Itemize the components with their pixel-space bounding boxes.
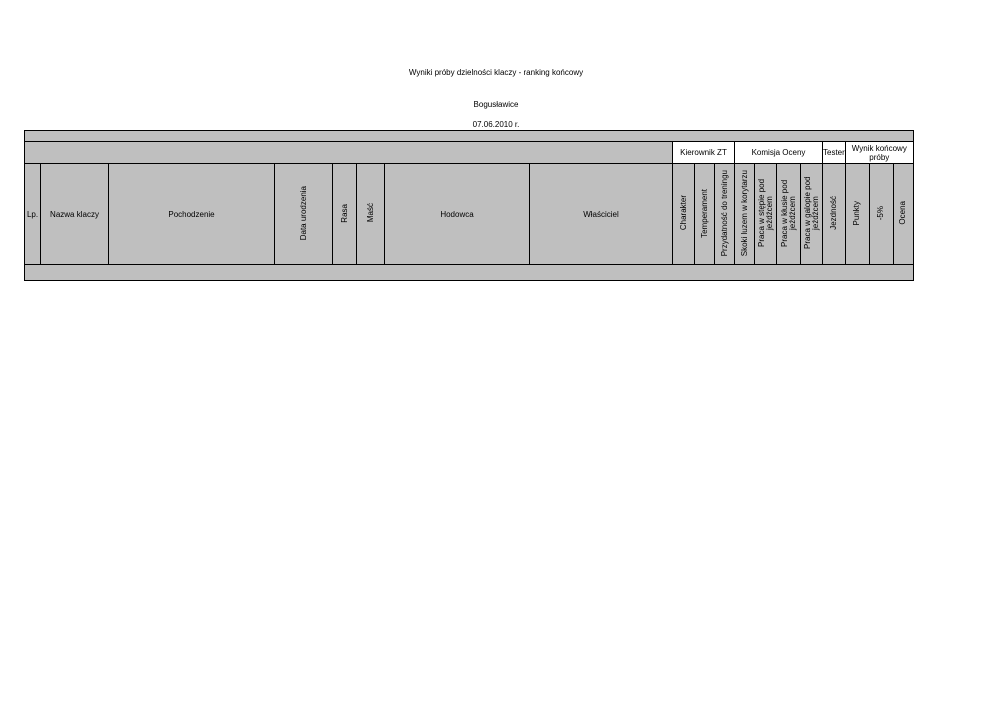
report-date: 07.06.2010 r. (472, 120, 520, 129)
separator-band (25, 265, 914, 281)
col-pochodzenie: Pochodzenie (109, 164, 275, 265)
col-data: Data urodzenia (275, 164, 333, 265)
col-galopie: Praca w galopie pod jeźdźcem (801, 164, 823, 265)
col-masc: Maść (357, 164, 385, 265)
col-skoki: Skoki luzem w korytarzu (735, 164, 755, 265)
report-place: Bogusławice (473, 100, 519, 109)
group-kierownik-zt: Kierownik ZT (673, 142, 735, 164)
col-lp: Lp. (25, 164, 41, 265)
group-komisja-oceny: Komisja Oceny (735, 142, 823, 164)
report-title: Wyniki próby dzielności klaczy - ranking końcowy (408, 68, 584, 77)
col-charakter: Charakter (673, 164, 695, 265)
col-wlasciciel: Właściciel (530, 164, 673, 265)
col-minus5: -5% (869, 164, 893, 265)
ranking-table (24, 130, 914, 281)
group-tester: Tester (823, 142, 846, 164)
group-header-blank (25, 142, 673, 164)
col-klusie: Praca w kłusie pod jeźdźcem (777, 164, 801, 265)
group-wynik-koncowy: Wynik końcowy próby (845, 142, 913, 164)
col-nazwa: Nazwa klaczy (41, 164, 109, 265)
col-temperament: Temperament (695, 164, 715, 265)
col-ocena: Ocena (893, 164, 913, 265)
col-stepie: Praca w stępie pod jeźdźcem (755, 164, 777, 265)
col-jezdnosc: Jezdność (823, 164, 846, 265)
col-hodowca: Hodowca (385, 164, 530, 265)
header-band (25, 131, 914, 142)
col-przydatnosc: Przydatność do treningu (715, 164, 735, 265)
col-rasa: Rasa (333, 164, 357, 265)
col-punkty: Punkty (845, 164, 869, 265)
